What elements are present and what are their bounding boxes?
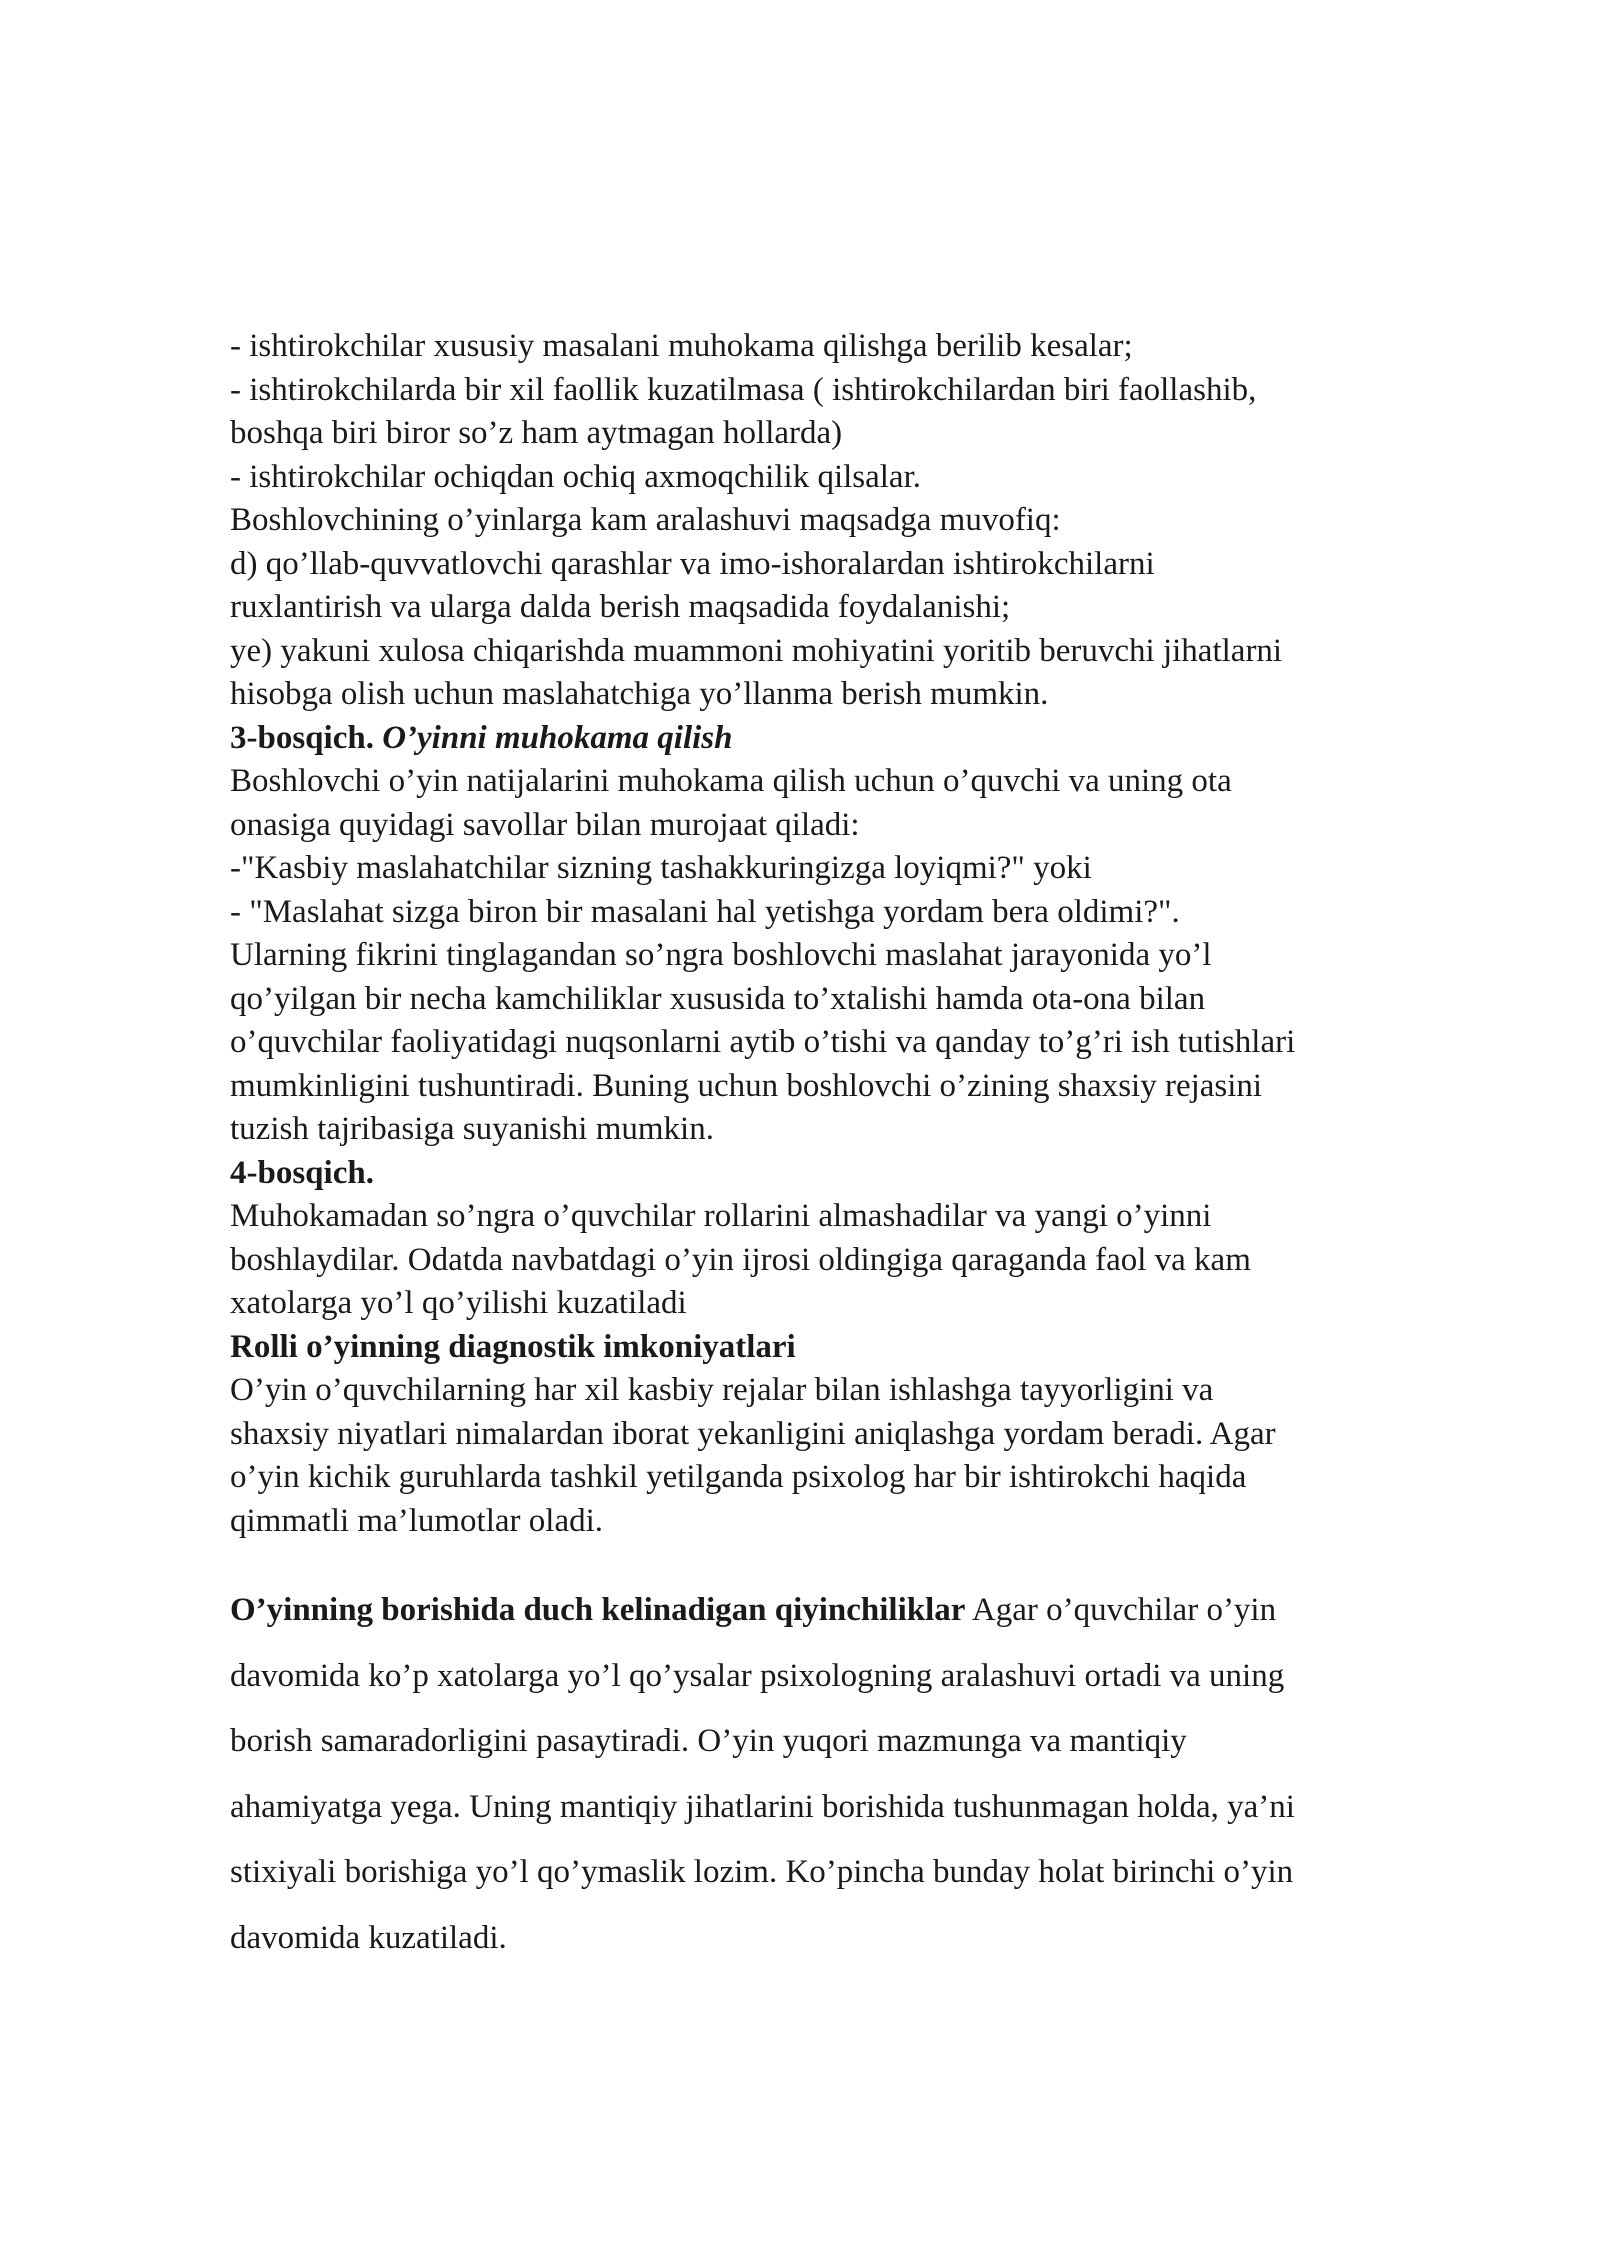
text-line: ruxlantirish va ularga dalda berish maqsadida foydalanishi; bbox=[230, 589, 1011, 625]
text-line: borish samaradorligini pasaytiradi. O’yin yuqori mazmunga va mantiqiy bbox=[230, 1723, 1187, 1759]
text-line: - ishtirokchilar ochiqdan ochiq axmoqchilik qilsalar. bbox=[230, 458, 922, 495]
text-line: d) qo’llab-quvvatlovchi qarashlar va imo-ishoralardan ishtirokchilarni bbox=[230, 545, 1155, 582]
difficulties-first-line-text: Agar o’quvchilar o’yin bbox=[965, 1592, 1277, 1628]
text-line: -"Kasbiy maslahatchilar sizning tashakkuringizga loyiqmi?" yoki bbox=[230, 850, 1092, 886]
text-line: boshqa biri biror so’z ham aytmagan hollarda) bbox=[230, 415, 843, 451]
stage3-number: 3-bosqich. bbox=[230, 719, 374, 756]
text-line: mumkinligini tushuntiradi. Buning uchun boshlovchi o’zining shaxsiy rejasini bbox=[230, 1067, 1263, 1104]
text-line: Ularning fikrini tinglagandan so’ngra boshlovchi maslahat jarayonida yo’l bbox=[230, 937, 1212, 973]
text-line: o’yin kichik guruhlarda tashkil yetilganda psixolog har bir ishtirokchi haqida bbox=[230, 1459, 1247, 1495]
text-line: qimmatli ma’lumotlar oladi. bbox=[230, 1502, 604, 1539]
text-line: Boshlovchining o’yinlarga kam aralashuvi maqsadga muvofiq: bbox=[230, 502, 1061, 538]
stage3-title: O’yinni muhokama qilish bbox=[382, 719, 733, 756]
text-line: stixiyali borishiga yo’l qo’ymaslik lozim. Ko’pincha bunday holat birinchi o’yin bbox=[230, 1854, 1294, 1890]
text-line: boshlaydilar. Odatda navbatdagi o’yin ijrosi oldingiga qaraganda faol va kam bbox=[230, 1241, 1251, 1278]
text-line: davomida kuzatiladi. bbox=[230, 1919, 507, 1956]
diagnostic-heading: Rolli o’yinning diagnostik imkoniyatlari bbox=[230, 1328, 796, 1365]
text-line: O’yin o’quvchilarning har xil kasbiy rejalar bilan ishlashga tayyorligini va bbox=[230, 1372, 1214, 1408]
difficulties-paragraph bbox=[230, 1578, 1480, 1971]
text-line: - ishtirokchilar xususiy masalani muhokama qilishga berilib kesalar; bbox=[230, 328, 1133, 364]
text-line: ahamiyatga yega. Uning mantiqiy jihatlarini borishida tushunmagan holda, ya’ni bbox=[230, 1788, 1295, 1825]
text-line: qo’yilgan bir necha kamchiliklar xususida to’xtalishi hamda ota-ona bilan bbox=[230, 980, 1206, 1017]
text-line: davomida ko’p xatolarga yo’l qo’ysalar psixologning aralashuvi ortadi va uning bbox=[230, 1657, 1285, 1694]
difficulties-first-line bbox=[230, 1578, 1480, 1644]
text-line: Muhokamadan so’ngra o’quvchilar rollarini almashadilar va yangi o’yinni bbox=[230, 1198, 1212, 1234]
document-body bbox=[230, 325, 1480, 1543]
text-line: - ishtirokchilarda bir xil faollik kuzatilmasa ( ishtirokchilardan biri faollashib, bbox=[230, 371, 1257, 408]
text-line: onasiga quyidagi savollar bilan murojaat qiladi: bbox=[230, 806, 860, 843]
difficulties-heading: O’yinning borishida duch kelinadigan qiyinchiliklar bbox=[230, 1592, 966, 1628]
text-line: Boshlovchi o’yin natijalarini muhokama qilish uchun o’quvchi va uning ota bbox=[230, 763, 1232, 799]
text-line: - "Maslahat sizga biron bir masalani hal yetishga yordam bera oldimi?". bbox=[230, 893, 1180, 930]
stage4-heading: 4-bosqich. bbox=[230, 1154, 374, 1191]
text-line: ye) yakuni xulosa chiqarishda muammoni mohiyatini yoritib beruvchi jihatlarni bbox=[230, 632, 1283, 669]
text-line: xatolarga yo’l qo’yilishi kuzatiladi bbox=[230, 1285, 687, 1321]
text-line: tuzish tajribasiga suyanishi mumkin. bbox=[230, 1111, 714, 1147]
text-line: shaxsiy niyatlari nimalardan iborat yekanligini aniqlashga yordam beradi. Agar bbox=[230, 1415, 1276, 1452]
text-line: hisobga olish uchun maslahatchiga yo’llanma berish mumkin. bbox=[230, 676, 1049, 712]
stage3-heading bbox=[230, 717, 1480, 761]
text-line: o’quvchilar faoliyatidagi nuqsonlarni aytib o’tishi va qanday to’g’ri ish tutishlari bbox=[230, 1024, 1296, 1060]
